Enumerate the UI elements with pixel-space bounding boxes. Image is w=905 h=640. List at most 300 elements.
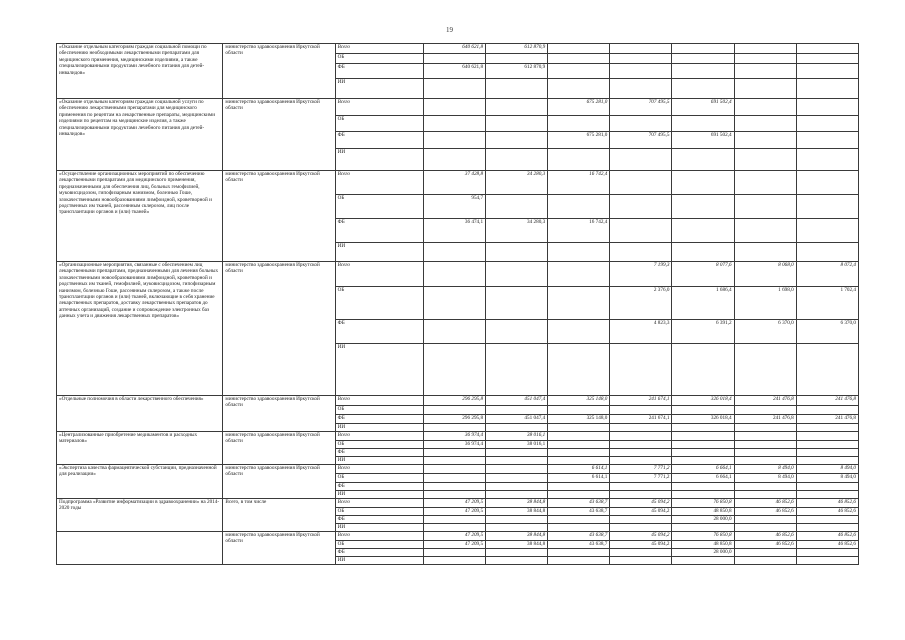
value-cell bbox=[672, 171, 734, 195]
value-cell bbox=[610, 424, 672, 432]
value-cell: 6 370,0 bbox=[796, 320, 858, 344]
value-cell bbox=[672, 406, 734, 415]
value-cell bbox=[548, 287, 610, 320]
value-cell bbox=[486, 195, 548, 219]
value-cell: 46 852,6 bbox=[796, 532, 858, 541]
value-cell: 6 664,1 bbox=[672, 465, 734, 474]
value-cell bbox=[796, 549, 858, 557]
row-responsible: министерство здравоохранения Иркутской области bbox=[223, 171, 335, 262]
table-row bbox=[57, 44, 859, 54]
funding-source: ФБ bbox=[335, 516, 423, 524]
value-cell bbox=[423, 457, 485, 465]
table-row bbox=[57, 262, 859, 287]
value-cell: 8 072,4 bbox=[796, 262, 858, 287]
value-cell bbox=[734, 243, 796, 262]
value-cell bbox=[672, 344, 734, 396]
value-cell bbox=[486, 516, 548, 524]
funding-source: ОБ bbox=[335, 508, 423, 516]
value-cell bbox=[486, 424, 548, 432]
value-cell: 43 638,7 bbox=[548, 532, 610, 541]
value-cell bbox=[796, 132, 858, 149]
value-cell bbox=[796, 524, 858, 532]
value-cell bbox=[610, 557, 672, 565]
row-responsible: министерство здравоохранения Иркутской области bbox=[223, 396, 335, 432]
value-cell: 47 209,5 bbox=[423, 499, 485, 508]
value-cell: 46 852,6 bbox=[796, 499, 858, 508]
value-cell bbox=[610, 441, 672, 449]
value-cell bbox=[548, 406, 610, 415]
value-cell: 16 742,4 bbox=[548, 219, 610, 243]
value-cell bbox=[548, 54, 610, 64]
value-cell: 241 674,1 bbox=[610, 415, 672, 424]
value-cell bbox=[672, 116, 734, 132]
value-cell bbox=[486, 262, 548, 287]
value-cell bbox=[672, 557, 734, 565]
value-cell: 43 638,7 bbox=[548, 541, 610, 549]
value-cell bbox=[734, 424, 796, 432]
value-cell bbox=[672, 449, 734, 457]
value-cell: 46 852,6 bbox=[734, 499, 796, 508]
value-cell bbox=[423, 449, 485, 457]
value-cell bbox=[610, 491, 672, 499]
value-cell bbox=[796, 344, 858, 396]
value-cell: 8 494,0 bbox=[734, 474, 796, 483]
value-cell: 707 495,5 bbox=[610, 99, 672, 116]
value-cell bbox=[796, 432, 858, 441]
value-cell: 691 502,4 bbox=[672, 99, 734, 116]
row-description: «Оказание отдельным категориям граждан социальной услуги по обеспечению лекарственными препаратами для медицинского применения по рецептам на лекарственные препараты, медицинскими изделиями по рецептам на медицинские изделия, а также специализированными продуктами лечебного питания для детей-инвалидов» bbox=[57, 99, 223, 171]
value-cell bbox=[734, 171, 796, 195]
table-row bbox=[57, 99, 859, 116]
value-cell bbox=[796, 116, 858, 132]
row-responsible: министерство здравоохранения Иркутской области bbox=[223, 432, 335, 465]
value-cell: 954,7 bbox=[423, 195, 485, 219]
value-cell: 241 476,8 bbox=[734, 415, 796, 424]
row-description: «Оказание отдельным категориям граждан социальной помощи по обеспечению необходимыми лекарственными препаратами для медицинского применения, медицинскими изделиями, а также специализированными продуктами лечебного питания для детей-инвалидов» bbox=[57, 44, 223, 99]
funding-source: ОБ bbox=[335, 474, 423, 483]
value-cell bbox=[734, 54, 796, 64]
value-cell bbox=[796, 516, 858, 524]
value-cell: 675 281,0 bbox=[548, 99, 610, 116]
value-cell bbox=[548, 557, 610, 565]
value-cell bbox=[796, 54, 858, 64]
value-cell bbox=[486, 243, 548, 262]
value-cell: 7 771,2 bbox=[610, 465, 672, 474]
funding-source: Всего bbox=[335, 532, 423, 541]
row-description bbox=[57, 532, 223, 565]
value-cell bbox=[672, 149, 734, 171]
page-number: 19 bbox=[446, 26, 453, 34]
value-cell: 6 391,2 bbox=[672, 320, 734, 344]
value-cell: 6 614,1 bbox=[548, 474, 610, 483]
value-cell bbox=[672, 424, 734, 432]
value-cell bbox=[486, 287, 548, 320]
value-cell bbox=[734, 457, 796, 465]
value-cell: 241 476,8 bbox=[734, 396, 796, 406]
value-cell bbox=[548, 320, 610, 344]
value-cell: 6 664,1 bbox=[672, 474, 734, 483]
value-cell bbox=[610, 116, 672, 132]
value-cell bbox=[548, 457, 610, 465]
value-cell: 36 974,4 bbox=[423, 432, 485, 441]
value-cell bbox=[672, 524, 734, 532]
value-cell bbox=[548, 79, 610, 99]
value-cell bbox=[672, 54, 734, 64]
value-cell bbox=[486, 465, 548, 474]
value-cell bbox=[734, 557, 796, 565]
value-cell bbox=[423, 54, 485, 64]
value-cell bbox=[423, 243, 485, 262]
value-cell: 1 698,0 bbox=[734, 287, 796, 320]
value-cell bbox=[796, 243, 858, 262]
value-cell bbox=[734, 432, 796, 441]
table-row bbox=[57, 465, 859, 474]
value-cell bbox=[423, 465, 485, 474]
row-responsible: министерство здравоохранения Иркутской области bbox=[223, 532, 335, 565]
funding-source: Всего bbox=[335, 432, 423, 441]
value-cell: 47 209,5 bbox=[423, 508, 485, 516]
value-cell bbox=[548, 344, 610, 396]
value-cell bbox=[423, 320, 485, 344]
value-cell bbox=[610, 344, 672, 396]
funding-source: Всего bbox=[335, 44, 423, 54]
value-cell: 45 094,2 bbox=[610, 499, 672, 508]
value-cell bbox=[672, 195, 734, 219]
value-cell bbox=[486, 457, 548, 465]
value-cell bbox=[734, 116, 796, 132]
value-cell bbox=[734, 79, 796, 99]
value-cell: 46 852,6 bbox=[734, 532, 796, 541]
value-cell: 38 016,1 bbox=[486, 432, 548, 441]
value-cell bbox=[548, 549, 610, 557]
value-cell bbox=[672, 457, 734, 465]
value-cell: 7 771,2 bbox=[610, 474, 672, 483]
table-row bbox=[57, 396, 859, 406]
value-cell: 46 852,6 bbox=[796, 541, 858, 549]
value-cell bbox=[423, 344, 485, 396]
value-cell: 46 852,6 bbox=[734, 541, 796, 549]
value-cell bbox=[548, 195, 610, 219]
funding-source: ОБ bbox=[335, 54, 423, 64]
value-cell: 4 823,3 bbox=[610, 320, 672, 344]
value-cell bbox=[548, 149, 610, 171]
funding-source: ИИ bbox=[335, 491, 423, 499]
funding-source: ИИ bbox=[335, 524, 423, 532]
value-cell bbox=[423, 99, 485, 116]
value-cell: 38 844,8 bbox=[486, 499, 548, 508]
value-cell bbox=[796, 483, 858, 491]
value-cell: 16 742,4 bbox=[548, 171, 610, 195]
value-cell: 326 018,4 bbox=[672, 396, 734, 406]
value-cell: 326 018,4 bbox=[672, 415, 734, 424]
funding-source: ФБ bbox=[335, 219, 423, 243]
value-cell bbox=[734, 219, 796, 243]
funding-source: ОБ bbox=[335, 287, 423, 320]
funding-source: Всего bbox=[335, 465, 423, 474]
value-cell: 48 850,8 bbox=[672, 541, 734, 549]
funding-source: ИИ bbox=[335, 557, 423, 565]
value-cell bbox=[486, 344, 548, 396]
value-cell bbox=[610, 483, 672, 491]
value-cell bbox=[734, 549, 796, 557]
value-cell bbox=[796, 449, 858, 457]
funding-source: ОБ bbox=[335, 116, 423, 132]
value-cell bbox=[672, 483, 734, 491]
value-cell bbox=[423, 424, 485, 432]
value-cell: 6 614,1 bbox=[548, 465, 610, 474]
value-cell bbox=[796, 557, 858, 565]
funding-source: Всего bbox=[335, 99, 423, 116]
value-cell bbox=[486, 557, 548, 565]
value-cell: 612 870,9 bbox=[486, 64, 548, 79]
value-cell bbox=[610, 64, 672, 79]
value-cell: 46 852,6 bbox=[796, 508, 858, 516]
value-cell bbox=[423, 149, 485, 171]
value-cell: 38 844,8 bbox=[486, 532, 548, 541]
funding-source: ФБ bbox=[335, 415, 423, 424]
row-description: «Осуществление организационных мероприятий по обеспечению лекарственными препаратами для медицинского применения, предназначенными для обеспечения лиц, больных гемофилией, муковисцидозом, гипофизарным нанизмом, болезнью Гоше, злокачественными новообразованиями лимфоидной, кроветворной и родственных им тканей, рассеянным склерозом, лиц после трансплантации органов и (или) тканей» bbox=[57, 171, 223, 262]
value-cell bbox=[548, 64, 610, 79]
value-cell bbox=[796, 457, 858, 465]
value-cell: 38 844,8 bbox=[486, 541, 548, 549]
funding-source: ФБ bbox=[335, 549, 423, 557]
funding-source: ИИ bbox=[335, 149, 423, 171]
row-description: «Организационные мероприятия, связанные с обеспечением лиц лекарственными препаратами, предназначенными для лечения больных злокачественными новообразованиями лимфоидной, кроветворной и родственных им тканей, гемофилией, муковисцидозом, гипофизарным нанизмом, болезнью Гоше, рассеянным склерозом, а также после трансплантации органов и (или) тканей, включающие в себя хранение лекарственных препаратов, доставку лекарственных препаратов до аптечных организаций, создание и сопровождение электронных баз данных учета и движения лекарственных препаратов» bbox=[57, 262, 223, 396]
value-cell: 43 638,7 bbox=[548, 499, 610, 508]
value-cell bbox=[610, 149, 672, 171]
value-cell bbox=[610, 219, 672, 243]
value-cell bbox=[486, 549, 548, 557]
value-cell bbox=[486, 524, 548, 532]
value-cell: 8 494,0 bbox=[796, 474, 858, 483]
value-cell: 1 686,4 bbox=[672, 287, 734, 320]
value-cell: 296 295,8 bbox=[423, 415, 485, 424]
value-cell bbox=[672, 491, 734, 499]
value-cell bbox=[548, 243, 610, 262]
value-cell bbox=[486, 320, 548, 344]
value-cell bbox=[486, 99, 548, 116]
value-cell bbox=[610, 449, 672, 457]
value-cell bbox=[548, 262, 610, 287]
value-cell bbox=[548, 432, 610, 441]
value-cell bbox=[423, 132, 485, 149]
value-cell bbox=[423, 516, 485, 524]
value-cell bbox=[486, 483, 548, 491]
value-cell bbox=[486, 54, 548, 64]
value-cell bbox=[423, 524, 485, 532]
table-row bbox=[57, 532, 859, 541]
value-cell: 48 850,8 bbox=[672, 508, 734, 516]
value-cell bbox=[548, 441, 610, 449]
value-cell: 76 850,8 bbox=[672, 499, 734, 508]
funding-source: ИИ bbox=[335, 424, 423, 432]
funding-source: Всего bbox=[335, 262, 423, 287]
value-cell bbox=[486, 449, 548, 457]
value-cell bbox=[610, 457, 672, 465]
value-cell bbox=[610, 432, 672, 441]
value-cell bbox=[610, 171, 672, 195]
value-cell: 45 094,2 bbox=[610, 532, 672, 541]
value-cell: 1 702,4 bbox=[796, 287, 858, 320]
value-cell: 45 094,2 bbox=[610, 541, 672, 549]
value-cell: 8 494,0 bbox=[734, 465, 796, 474]
budget-table-body bbox=[57, 44, 859, 565]
value-cell: 76 850,8 bbox=[672, 532, 734, 541]
value-cell: 36 474,1 bbox=[423, 219, 485, 243]
value-cell bbox=[610, 54, 672, 64]
value-cell: 675 281,0 bbox=[548, 132, 610, 149]
value-cell: 47 209,5 bbox=[423, 532, 485, 541]
value-cell: 2 376,0 bbox=[610, 287, 672, 320]
value-cell bbox=[734, 406, 796, 415]
value-cell bbox=[486, 491, 548, 499]
value-cell bbox=[734, 44, 796, 54]
funding-source: ФБ bbox=[335, 320, 423, 344]
value-cell bbox=[486, 474, 548, 483]
value-cell bbox=[423, 474, 485, 483]
funding-source: ИИ bbox=[335, 79, 423, 99]
funding-source: Всего bbox=[335, 171, 423, 195]
value-cell bbox=[486, 132, 548, 149]
funding-source: Всего bbox=[335, 396, 423, 406]
value-cell: 691 502,4 bbox=[672, 132, 734, 149]
value-cell: 707 495,5 bbox=[610, 132, 672, 149]
value-cell bbox=[548, 449, 610, 457]
value-cell bbox=[734, 344, 796, 396]
value-cell bbox=[548, 524, 610, 532]
value-cell: 36 974,4 bbox=[423, 441, 485, 449]
value-cell bbox=[423, 406, 485, 415]
value-cell bbox=[672, 44, 734, 54]
value-cell: 7 199,3 bbox=[610, 262, 672, 287]
value-cell: 640 621,8 bbox=[423, 44, 485, 54]
value-cell bbox=[796, 424, 858, 432]
row-responsible: Всего, в том числе bbox=[223, 499, 335, 532]
funding-source: ФБ bbox=[335, 132, 423, 149]
funding-source: ФБ bbox=[335, 449, 423, 457]
value-cell: 45 094,2 bbox=[610, 508, 672, 516]
value-cell bbox=[610, 406, 672, 415]
value-cell bbox=[610, 79, 672, 99]
funding-source: ИИ bbox=[335, 243, 423, 262]
value-cell bbox=[423, 262, 485, 287]
value-cell bbox=[796, 491, 858, 499]
funding-source: ОБ bbox=[335, 541, 423, 549]
value-cell bbox=[734, 483, 796, 491]
value-cell bbox=[734, 524, 796, 532]
value-cell bbox=[734, 516, 796, 524]
value-cell: 8 068,0 bbox=[734, 262, 796, 287]
value-cell bbox=[796, 441, 858, 449]
value-cell bbox=[486, 116, 548, 132]
value-cell bbox=[796, 195, 858, 219]
value-cell: 241 674,1 bbox=[610, 396, 672, 406]
funding-source: ИИ bbox=[335, 457, 423, 465]
value-cell bbox=[548, 483, 610, 491]
value-cell: 6 370,0 bbox=[734, 320, 796, 344]
table-row bbox=[57, 432, 859, 441]
value-cell bbox=[796, 219, 858, 243]
value-cell bbox=[672, 219, 734, 243]
funding-source: ОБ bbox=[335, 441, 423, 449]
table-row bbox=[57, 171, 859, 195]
value-cell: 34 280,3 bbox=[486, 171, 548, 195]
funding-source: Всего bbox=[335, 499, 423, 508]
value-cell: 47 209,5 bbox=[423, 541, 485, 549]
row-description: Подпрограмма «Развитие информатизации в здравоохранении» на 2014-2020 годы bbox=[57, 499, 223, 532]
funding-source: ОБ bbox=[335, 406, 423, 415]
budget-table bbox=[56, 43, 859, 565]
value-cell bbox=[796, 149, 858, 171]
value-cell bbox=[796, 64, 858, 79]
row-description: «Экспертиза качества фармацевтической субстанции, предназначенной для реализации» bbox=[57, 465, 223, 499]
value-cell bbox=[423, 549, 485, 557]
value-cell bbox=[734, 449, 796, 457]
funding-source: ФБ bbox=[335, 483, 423, 491]
value-cell bbox=[610, 516, 672, 524]
value-cell: 37 428,8 bbox=[423, 171, 485, 195]
value-cell: 28 000,0 bbox=[672, 549, 734, 557]
value-cell bbox=[423, 79, 485, 99]
value-cell bbox=[734, 64, 796, 79]
value-cell bbox=[672, 64, 734, 79]
value-cell: 38 016,1 bbox=[486, 441, 548, 449]
value-cell bbox=[423, 287, 485, 320]
value-cell: 640 621,8 bbox=[423, 64, 485, 79]
value-cell bbox=[734, 195, 796, 219]
table-row bbox=[57, 499, 859, 508]
value-cell: 325 148,0 bbox=[548, 415, 610, 424]
value-cell bbox=[548, 44, 610, 54]
value-cell bbox=[548, 491, 610, 499]
value-cell bbox=[796, 406, 858, 415]
value-cell bbox=[796, 171, 858, 195]
value-cell: 241 476,8 bbox=[796, 396, 858, 406]
value-cell bbox=[548, 516, 610, 524]
value-cell bbox=[610, 44, 672, 54]
value-cell bbox=[734, 441, 796, 449]
value-cell: 8 077,6 bbox=[672, 262, 734, 287]
value-cell bbox=[610, 195, 672, 219]
value-cell bbox=[734, 149, 796, 171]
funding-source: ИИ bbox=[335, 344, 423, 396]
value-cell: 43 638,7 bbox=[548, 508, 610, 516]
value-cell bbox=[548, 116, 610, 132]
value-cell: 451 047,4 bbox=[486, 396, 548, 406]
value-cell bbox=[734, 132, 796, 149]
funding-source: ОБ bbox=[335, 195, 423, 219]
value-cell: 325 148,0 bbox=[548, 396, 610, 406]
value-cell: 46 852,6 bbox=[734, 508, 796, 516]
row-responsible: министерство здравоохранения Иркутской области bbox=[223, 262, 335, 396]
value-cell bbox=[672, 441, 734, 449]
value-cell: 451 047,4 bbox=[486, 415, 548, 424]
value-cell bbox=[610, 243, 672, 262]
value-cell: 8 494,0 bbox=[796, 465, 858, 474]
row-description: «Централизованные приобретение медикаментов и расходных материалов» bbox=[57, 432, 223, 465]
value-cell: 38 844,8 bbox=[486, 508, 548, 516]
value-cell: 296 295,8 bbox=[423, 396, 485, 406]
funding-source: ФБ bbox=[335, 64, 423, 79]
value-cell bbox=[610, 549, 672, 557]
value-cell bbox=[734, 99, 796, 116]
value-cell: 241 476,8 bbox=[796, 415, 858, 424]
row-responsible: министерство здравоохранения Иркутской области bbox=[223, 99, 335, 171]
value-cell bbox=[734, 491, 796, 499]
value-cell bbox=[796, 79, 858, 99]
value-cell bbox=[610, 524, 672, 532]
value-cell bbox=[672, 243, 734, 262]
